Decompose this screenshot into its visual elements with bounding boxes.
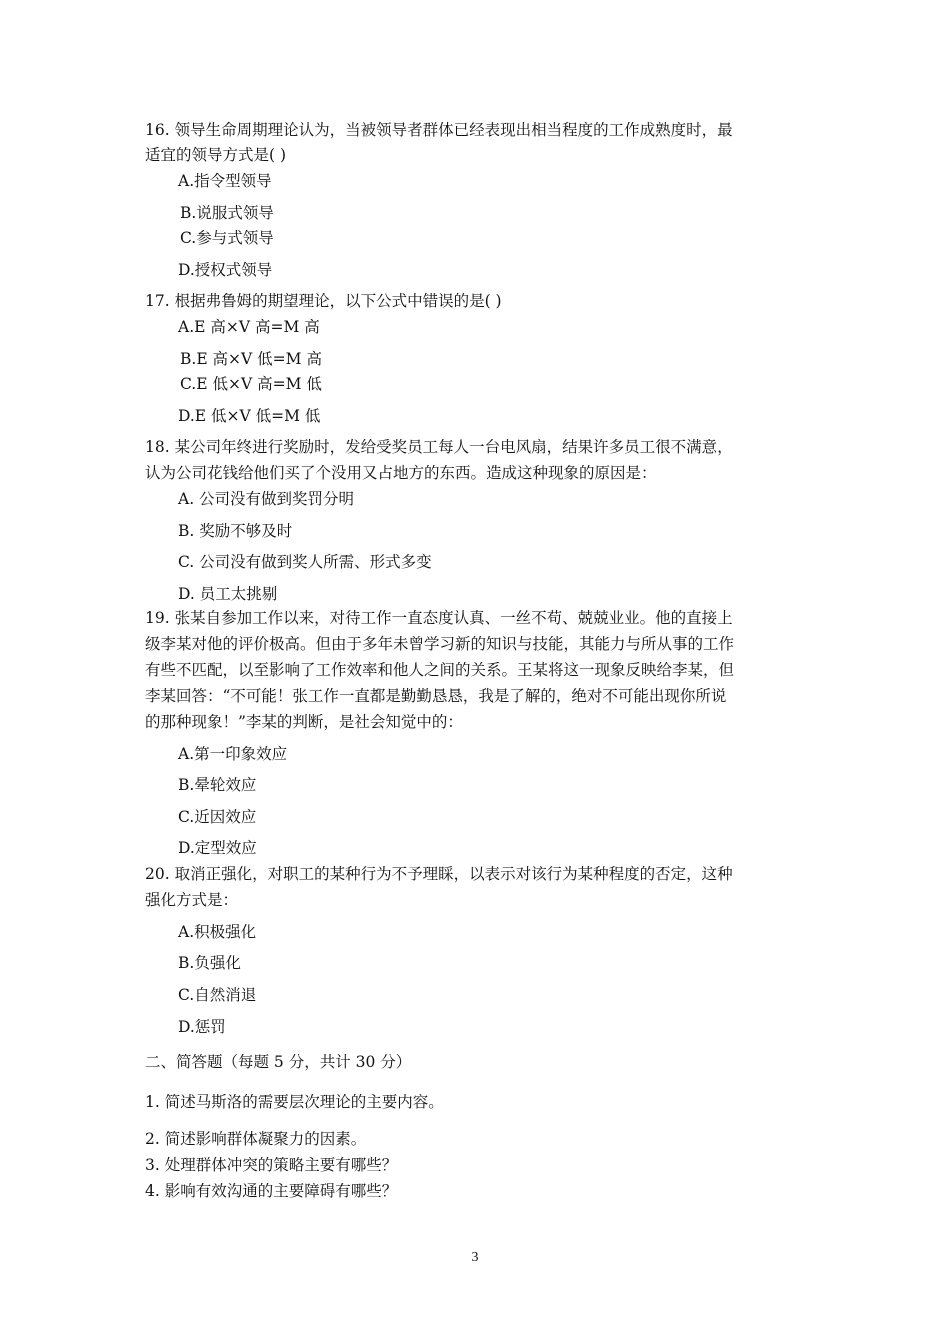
question-18-option-d: D. 员工太挑剔	[178, 585, 278, 603]
question-16-stem-line2: 适宜的领导方式是( )	[145, 146, 287, 164]
question-16-option-a: A.指令型领导	[178, 172, 272, 190]
question-18-stem-line2: 认为公司花钱给他们买了个没用又占地方的东西。造成这种现象的原因是：	[145, 464, 657, 482]
question-19-stem-line1: 19. 张某自参加工作以来，对待工作一直态度认真、一丝不苟、兢兢业业。他的直接上	[145, 609, 733, 627]
question-18-stem-line1: 18. 某公司年终进行奖励时，发给受奖员工每人一台电风扇，结果许多员工很不满意，	[145, 438, 733, 456]
question-19-stem-line2: 级李某对他的评价极高。但由于多年未曾学习新的知识与技能，其能力与所从事的工作	[145, 635, 735, 653]
question-17-option-b: B.E 高×V 低=M 高	[180, 350, 322, 368]
question-16-option-d: D.授权式领导	[178, 261, 273, 279]
short-answer-item-1: 1. 简述马斯洛的需要层次理论的主要内容。	[145, 1093, 444, 1111]
question-17-option-d: D.E 低×V 低=M 低	[178, 407, 321, 425]
question-19-stem-line5: 的那种现象！”李某的判断，是社会知觉中的：	[145, 713, 463, 731]
question-16-option-c: C.参与式领导	[180, 229, 274, 247]
question-18-option-c: C. 公司没有做到奖人所需、形式多变	[178, 553, 432, 571]
question-19-option-d: D.定型效应	[178, 839, 257, 857]
question-17-stem-line1: 17. 根据弗鲁姆的期望理论，以下公式中错误的是( )	[145, 292, 502, 310]
question-20-stem-line1: 20. 取消正强化，对职工的某种行为不予理睬，以表示对该行为某种程度的否定，这种	[145, 865, 733, 883]
short-answer-item-3: 3. 处理群体冲突的策略主要有哪些？	[145, 1156, 398, 1174]
question-19-option-a: A.第一印象效应	[178, 745, 288, 763]
question-16-option-b: B.说服式领导	[180, 204, 274, 222]
question-20-option-d: D.惩罚	[178, 1018, 226, 1036]
short-answer-item-2: 2. 简述影响群体凝聚力的因素。	[145, 1130, 367, 1148]
question-18-option-a: A. 公司没有做到奖罚分明	[178, 490, 355, 508]
question-20-option-b: B.负强化	[178, 954, 241, 972]
question-19-stem-line3: 有些不匹配，以至影响了工作效率和他人之间的关系。王某将这一现象反映给李某，但	[145, 661, 735, 679]
page-number: 3	[471, 1250, 479, 1265]
question-18-option-b: B. 奖励不够及时	[178, 522, 293, 540]
section-2-title: 二、简答题（每题 5 分，共计 30 分）	[145, 1053, 412, 1071]
short-answer-item-4: 4. 影响有效沟通的主要障碍有哪些？	[145, 1182, 398, 1200]
question-20-stem-line2: 强化方式是：	[145, 891, 239, 909]
question-19-option-b: B.晕轮效应	[178, 776, 257, 794]
question-19-option-c: C.近因效应	[178, 808, 257, 826]
question-19-stem-line4: 李某回答：“不可能！张工作一直都是勤勤恳恳，我是了解的，绝对不可能出现你所说	[145, 687, 727, 705]
question-16-stem-line1: 16. 领导生命周期理论认为，当被领导者群体已经表现出相当程度的工作成熟度时，最	[145, 121, 733, 139]
question-20-option-a: A.积极强化	[178, 923, 257, 941]
question-17-option-c: C.E 低×V 高=M 低	[180, 375, 322, 393]
question-20-option-c: C.自然消退	[178, 986, 257, 1004]
question-17-option-a: A.E 高×V 高=M 高	[178, 318, 320, 336]
